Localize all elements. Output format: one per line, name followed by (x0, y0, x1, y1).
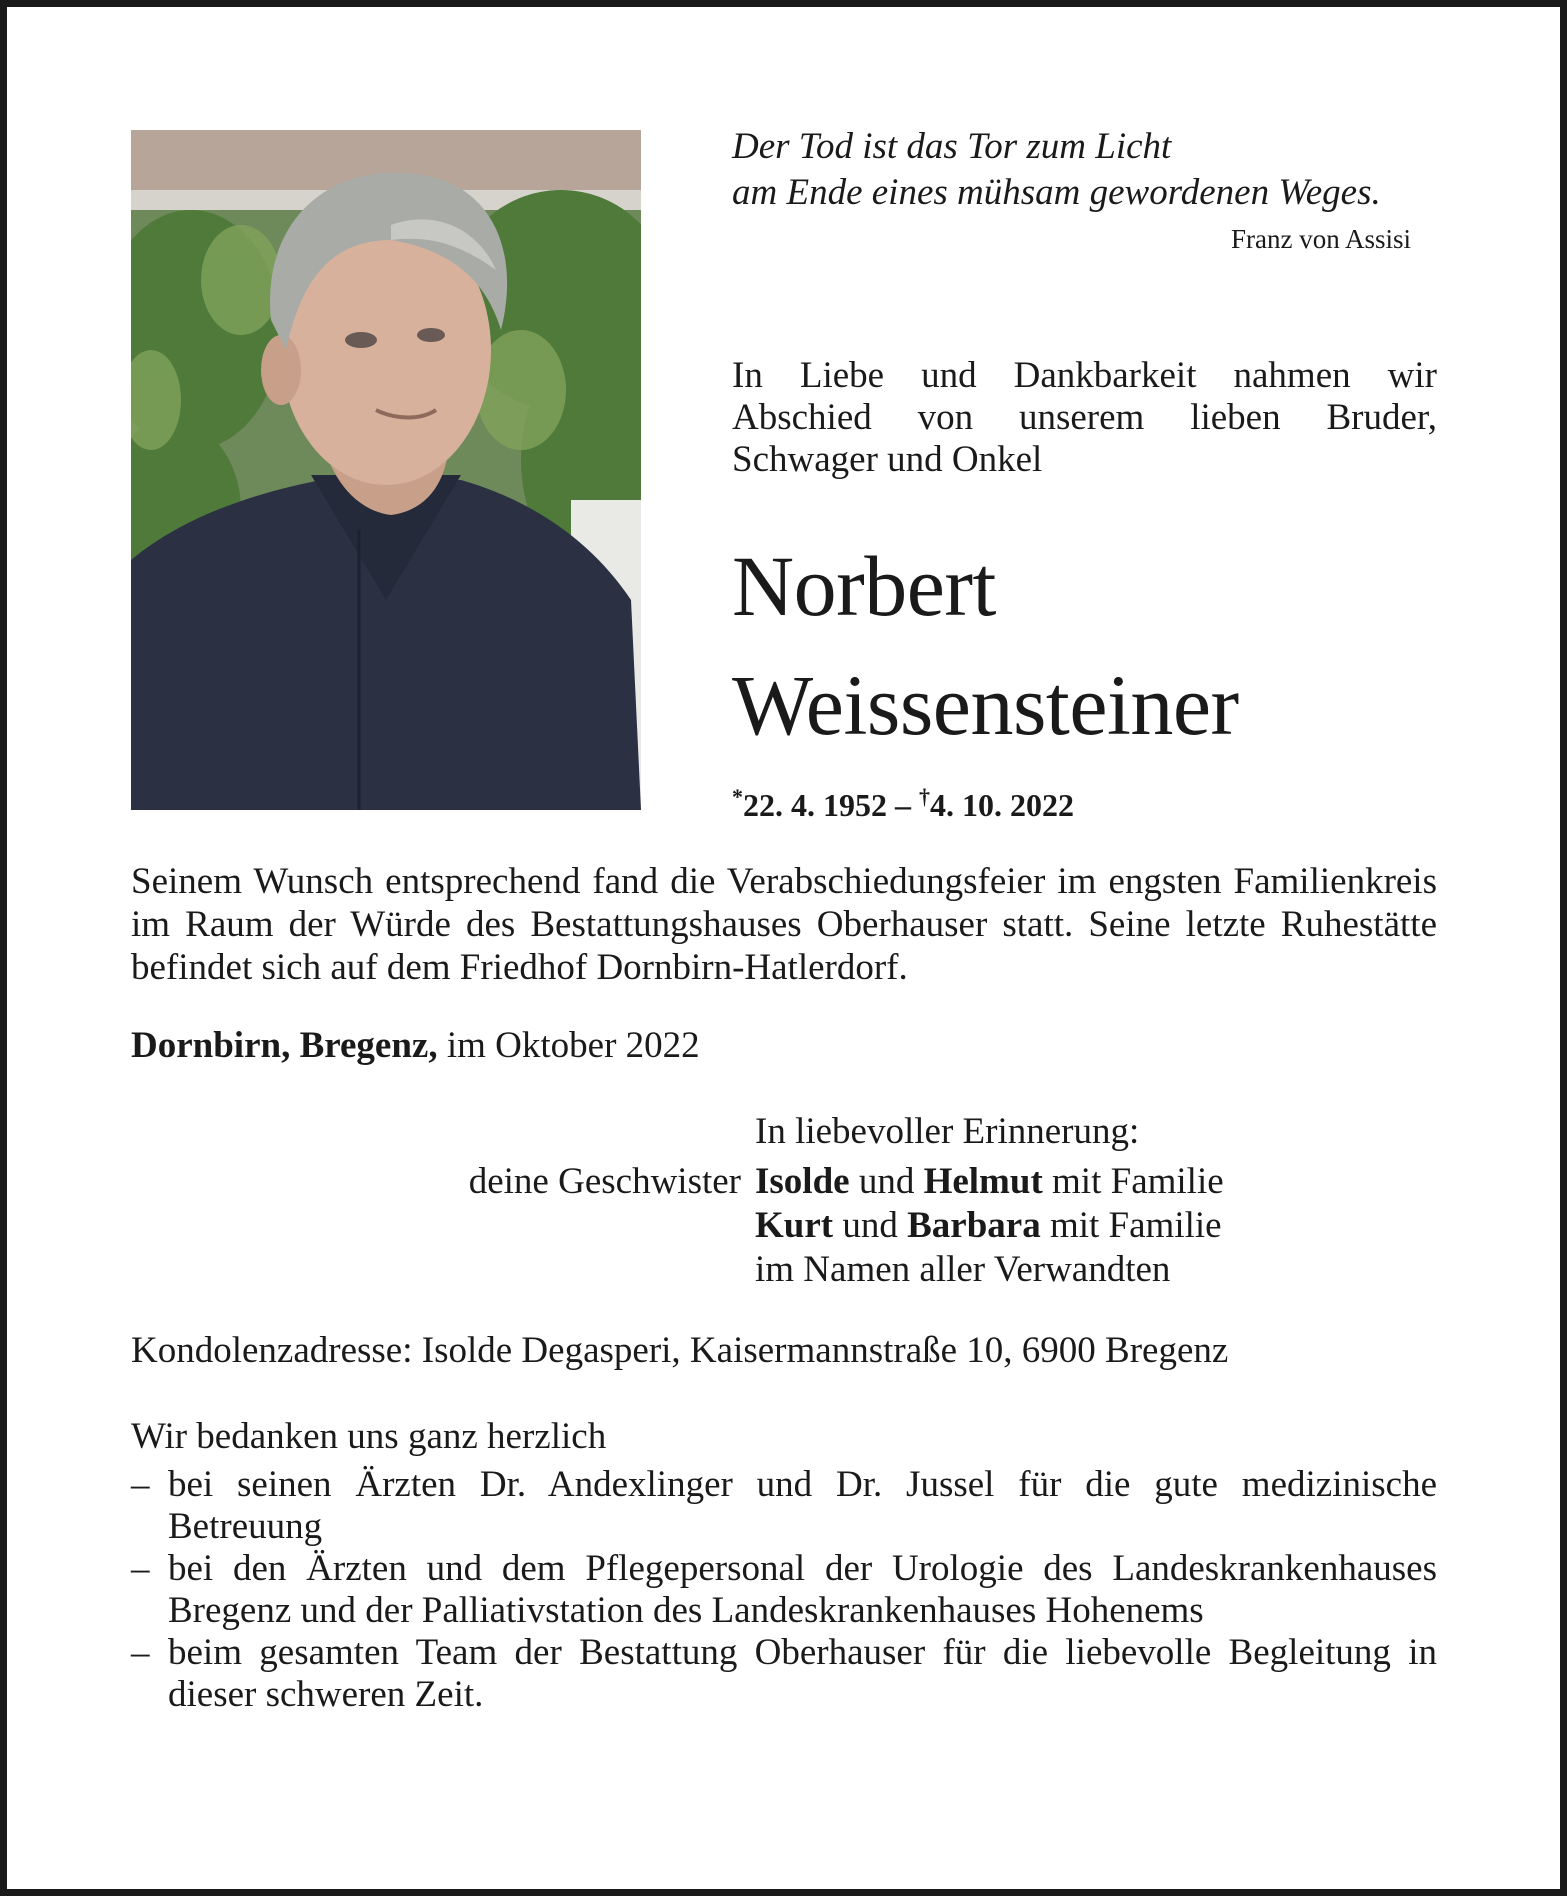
list-item: – beim gesamten Team der Bestattung Oberhauser für die liebevolle Begleitung in dieser schweren Zeit. (131, 1632, 1437, 1716)
place-month: im Oktober 2022 (437, 1025, 700, 1066)
date-separator: – (887, 787, 919, 823)
intro-text: In Liebe und Dankbarkeit nahmen wir Abschied von unserem lieben Bruder, Schwager und Onkel (732, 355, 1437, 480)
place-cities: Dornbirn, Bregenz, (131, 1025, 438, 1066)
mourners-list (755, 1160, 1224, 1292)
birth-symbol: * (732, 784, 743, 809)
portrait-photo (131, 130, 641, 810)
mourners-row-relatives: im Namen aller Verwandten (755, 1249, 1171, 1290)
deceased-first-name: Norbert (732, 538, 996, 634)
thanks-list (131, 1464, 1437, 1716)
family-suffix: mit Familie (1042, 1161, 1224, 1202)
mourner-name: Barbara (907, 1205, 1041, 1246)
life-dates (732, 777, 1074, 825)
thanks-intro: Wir bedanken uns ganz herzlich (131, 1416, 607, 1457)
death-symbol: † (919, 784, 930, 809)
remembrance-label: In liebevoller Erinnerung: (755, 1111, 1140, 1152)
mourners-row (755, 1204, 1224, 1248)
quote-line-1: Der Tod ist das Tor zum Licht (732, 126, 1172, 167)
family-suffix: mit Familie (1040, 1205, 1222, 1246)
mourner-name: Helmut (923, 1161, 1043, 1202)
condolence-address: Kondolenzadresse: Isolde Degasperi, Kaisermannstraße 10, 6900 Bregenz (131, 1330, 1229, 1371)
list-item: – bei den Ärzten und dem Pflegepersonal der Urologie des Landeskrankenhauses Bregenz und der Palliativstation des Landeskrankenhauses Hohenems (131, 1548, 1437, 1632)
deceased-last-name: Weissensteiner (732, 657, 1239, 753)
conjunction: und (833, 1205, 908, 1246)
quote (732, 124, 1412, 216)
ceremony-text: Seinem Wunsch entsprechend fand die Verabschiedungsfeier im engsten Familienkreis im Raum der Würde des Bestattungshauses Oberhauser statt. Seine letzte Ruhestätte befindet sich auf dem Friedhof Dornbirn-Hatlerdorf. (131, 861, 1437, 988)
birth-date: 22. 4. 1952 (743, 787, 887, 823)
place-date (131, 1024, 700, 1068)
quote-author: Franz von Assisi (1230, 224, 1411, 254)
conjunction: und (849, 1161, 924, 1202)
list-item: – bei seinen Ärzten Dr. Andexlinger und Dr. Jussel für die gute medizinische Betreuung (131, 1464, 1437, 1548)
death-date: 4. 10. 2022 (930, 787, 1074, 823)
siblings-label: deine Geschwister (468, 1161, 741, 1202)
mourners-row (755, 1160, 1224, 1204)
mourner-name: Kurt (755, 1205, 834, 1246)
mourner-name: Isolde (755, 1161, 850, 1202)
quote-line-2: am Ende eines mühsam gewordenen Weges. (732, 172, 1381, 213)
